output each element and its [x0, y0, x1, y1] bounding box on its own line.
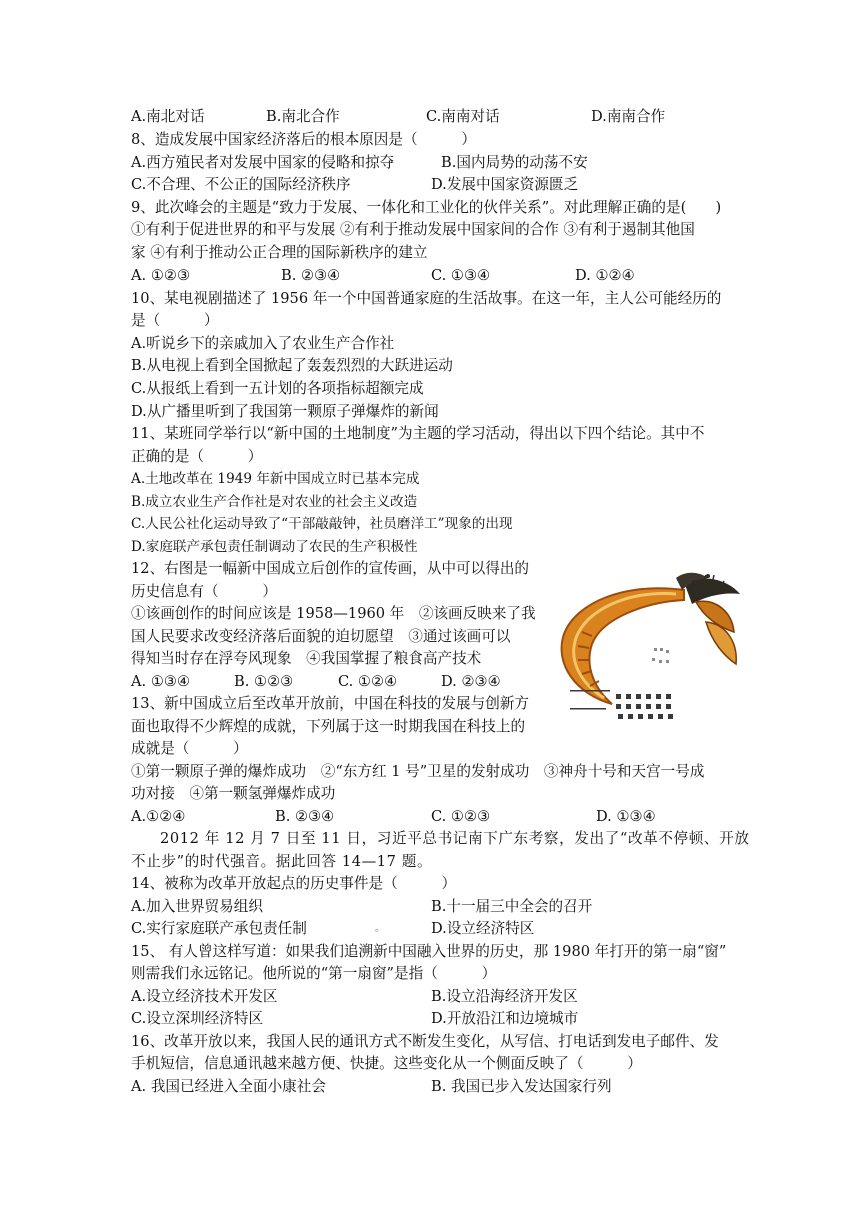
q12-stem-line1: 12、右图是一幅新中国成立后创作的宣传画，从中可以得出的	[131, 560, 530, 577]
q8-options-row2	[131, 175, 731, 197]
q14-options-row1	[131, 897, 731, 919]
q12-option-d: D. ②③④	[441, 673, 501, 690]
q8-option-b: B.国内局势的动荡不安	[441, 154, 588, 171]
q11-option-d: D.家庭联产承包责任制调动了农民的生产积极性	[131, 539, 418, 555]
q16-options	[131, 1077, 731, 1099]
q12-option-c: C. ①②④	[338, 673, 398, 690]
q14-option-b: B.十一届三中全会的召开	[431, 898, 593, 915]
q11-stem-line1: 11、某班同学举行以“新中国的土地制度”为主题的学习活动，得出以下四个结论。其中不	[131, 425, 705, 442]
q15-stem-line2: 则需我们永远铭记。他所说的“第一扇窗”是指（ ）	[131, 965, 497, 982]
q15-option-a: A.设立经济技术开发区	[131, 988, 278, 1005]
q14-stray-mark: 。	[375, 923, 385, 934]
q15-option-d: D.开放沿江和边境城市	[431, 1010, 579, 1027]
q9-options	[131, 266, 731, 288]
q10-option-c: C.从报纸上看到一五计划的各项指标超额完成	[131, 380, 424, 397]
q7-option-d: D.南南合作	[591, 108, 666, 125]
q8-options-row1	[131, 153, 731, 175]
q14-options-row2	[131, 919, 731, 941]
q13-stem-line4: ①第一颗原子弹的爆炸成功 ②“东方红 1 号”卫星的发射成功 ③神舟十号和天宫一号成	[131, 763, 705, 780]
q11-option-b: B.成立农业生产合作社是对农业的社会主义改造	[131, 494, 418, 510]
q14-stem: 14、被称为改革开放起点的历史事件是（ ）	[131, 875, 457, 892]
q11-stem-line2: 正确的是（ ）	[131, 448, 263, 465]
q12-stem-line2: 历史信息有（ ）	[131, 583, 277, 600]
q10-option-d: D.从广播里听到了我国第一颗原子弹爆炸的新闻	[131, 403, 439, 420]
q10-stem-line1: 10、某电视剧描述了 1956 年一个中国普通家庭的生活故事。在这一年，主人公可能经历的	[131, 290, 722, 307]
q10-option-a: A.听说乡下的亲戚加入了农业生产合作社	[131, 335, 395, 352]
q15-options-row1	[131, 987, 731, 1009]
poster-illustration	[556, 572, 742, 724]
q13-option-d: D. ①③④	[596, 808, 656, 825]
q8-option-c: C.不合理、不公正的国际经济秩序	[131, 176, 351, 193]
q9-option-b: B. ②③④	[281, 267, 341, 284]
q12-stem-line4: 国人民要求改变经济落后面貌的迫切愿望 ③通过该画可以	[131, 628, 511, 645]
poster-faint-marks	[652, 648, 669, 663]
q10-stem-line2: 是（ ）	[131, 312, 219, 329]
q14-option-a: A.加入世界贸易组织	[131, 898, 263, 915]
q9-stem-line3: 家 ④有利于推动公正合理的国际新秩序的建立	[131, 244, 428, 261]
q15-option-b: B.设立沿海经济开发区	[431, 988, 578, 1005]
q7-option-a: A.南北对话	[131, 108, 205, 125]
q13-stem-line1: 13、新中国成立后至改革开放前，中国在科技的发展与创新方	[131, 695, 530, 712]
material-line2: 不止步”的时代强音。据此回答 14—17 题。	[131, 853, 433, 870]
q16-option-a: A. 我国已经进入全面小康社会	[131, 1078, 326, 1095]
propaganda-poster-image	[556, 572, 742, 724]
q12-stem-line5: 得知当时存在浮夸风现象 ④我国掌握了粮食高产技术	[131, 650, 482, 667]
q9-stem-line1: 9、此次峰会的主题是“致力于发展、一体化和工业化的伙伴关系”。对此理解正确的是( )	[131, 199, 722, 216]
q7-option-b: B.南北合作	[266, 108, 340, 125]
q13-stem-line3: 成就是（ ）	[131, 740, 248, 757]
material-line1: 2012 年 12 月 7 日至 11 日，习近平总书记南下广东考察，发出了“改革不停顿、开放	[160, 830, 750, 847]
q13-stem-line2: 面也取得不少辉煌的成就，下列属于这一时期我国在科技上的	[131, 718, 526, 735]
q8-option-a: A.西方殖民者对发展中国家的侵略和掠夺	[131, 154, 395, 171]
q7-option-c: C.南南对话	[426, 108, 500, 125]
poster-caption-marks	[570, 690, 673, 719]
q11-option-a: A.土地改革在 1949 年新中国成立时已基本完成	[131, 471, 420, 487]
q9-stem-line2: ①有利于促进世界的和平与发展 ②有利于推动发展中国家间的合作 ③有利于遏制其他国	[131, 221, 695, 238]
q7-options	[131, 107, 731, 129]
q15-stem-line1: 15、 有人曾这样写道：如果我们追溯新中国融入世界的历史，那 1980 年打开的第一扇“窗”	[131, 943, 727, 960]
q9-option-c: C. ①③④	[431, 267, 491, 284]
q9-option-a: A. ①②③	[131, 267, 191, 284]
q14-option-c: C.实行家庭联产承包责任制	[131, 920, 307, 937]
q12-option-b: B. ①②③	[234, 673, 294, 690]
q15-options-row2	[131, 1009, 731, 1031]
q13-options	[131, 807, 731, 829]
q16-option-b: B. 我国已步入发达国家行列	[431, 1078, 612, 1095]
q9-option-d: D. ①②④	[575, 267, 635, 284]
q13-option-b: B. ②③④	[275, 808, 335, 825]
q15-option-c: C.设立深圳经济特区	[131, 1010, 264, 1027]
q8-option-d: D.发展中国家资源匮乏	[431, 176, 579, 193]
q13-stem-line5: 功对接 ④第一颗氢弹爆炸成功	[131, 785, 336, 802]
q13-option-a: A.①②④	[131, 808, 186, 825]
q16-stem-line1: 16、改革开放以来，我国人民的通讯方式不断发生变化，从写信、打电话到发电子邮件、发	[131, 1033, 719, 1050]
q8-stem: 8、造成发展中国家经济落后的根本原因是（ ）	[131, 131, 476, 148]
q14-option-d: D.设立经济特区	[431, 920, 535, 937]
q11-option-c: C.人民公社化运动导致了“干部敲敲钟，社员磨洋工”现象的出现	[131, 516, 513, 532]
q12-option-a: A. ①③④	[131, 673, 191, 690]
q13-option-c: C. ①②③	[431, 808, 491, 825]
q16-stem-line2: 手机短信，信息通讯越来越方便、快捷。这些变化从一个侧面反映了（ ）	[131, 1055, 642, 1072]
q12-stem-line3: ①该画创作的时间应该是 1958—1960 年 ②该画反映来了我	[131, 605, 536, 622]
q10-option-b: B.从电视上看到全国掀起了轰轰烈烈的大跃进运动	[131, 357, 453, 374]
